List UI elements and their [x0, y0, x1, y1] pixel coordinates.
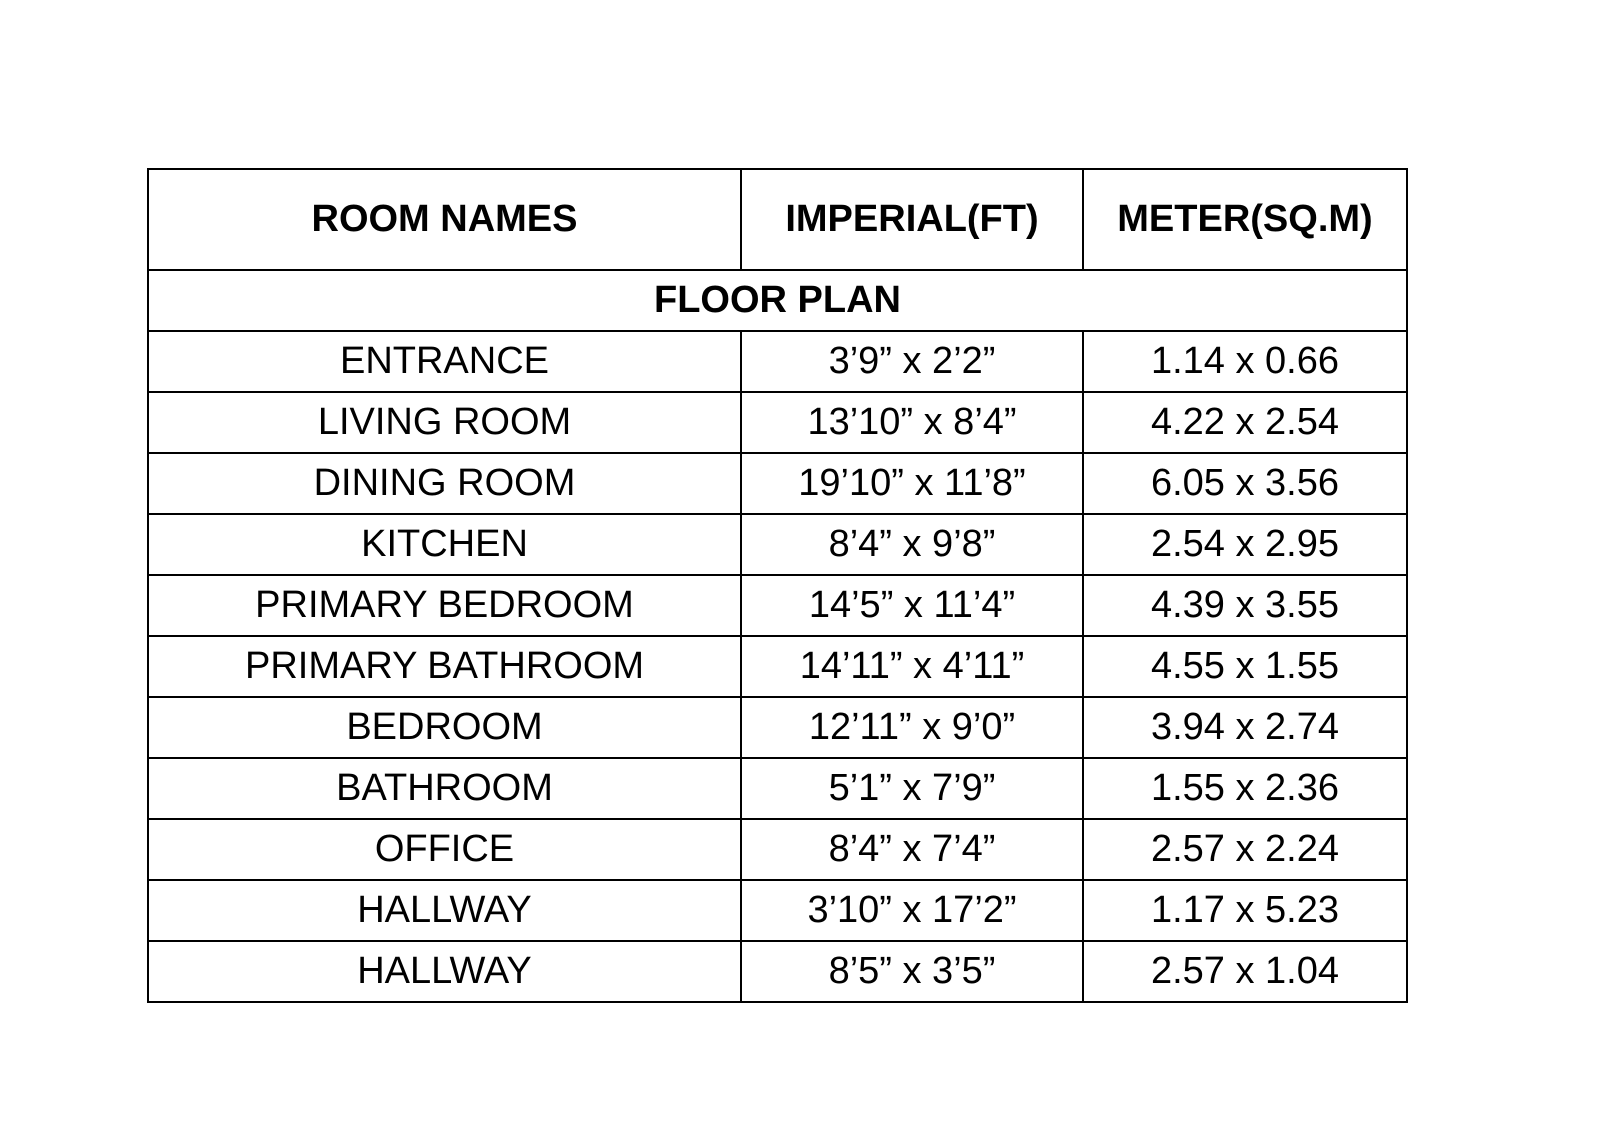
room-name-cell: OFFICE [148, 819, 741, 880]
meter-cell: 4.22 x 2.54 [1083, 392, 1407, 453]
meter-cell: 2.57 x 2.24 [1083, 819, 1407, 880]
imperial-cell: 3’9” x 2’2” [741, 331, 1083, 392]
room-name-cell: LIVING ROOM [148, 392, 741, 453]
imperial-cell: 8’5” x 3’5” [741, 941, 1083, 1002]
section-title: FLOOR PLAN [148, 270, 1407, 331]
header-imperial: IMPERIAL(FT) [741, 169, 1083, 270]
meter-cell: 4.55 x 1.55 [1083, 636, 1407, 697]
room-name-cell: PRIMARY BATHROOM [148, 636, 741, 697]
meter-cell: 1.14 x 0.66 [1083, 331, 1407, 392]
meter-cell: 3.94 x 2.74 [1083, 697, 1407, 758]
imperial-cell: 14’11” x 4’11” [741, 636, 1083, 697]
meter-cell: 2.57 x 1.04 [1083, 941, 1407, 1002]
room-name-cell: DINING ROOM [148, 453, 741, 514]
imperial-cell: 13’10” x 8’4” [741, 392, 1083, 453]
room-dimensions-table [147, 168, 1408, 1003]
table-row [148, 636, 1407, 697]
table-row [148, 575, 1407, 636]
room-name-cell: BATHROOM [148, 758, 741, 819]
meter-cell: 2.54 x 2.95 [1083, 514, 1407, 575]
room-name-cell: HALLWAY [148, 880, 741, 941]
imperial-cell: 14’5” x 11’4” [741, 575, 1083, 636]
table-row [148, 758, 1407, 819]
table-row [148, 514, 1407, 575]
meter-cell: 1.17 x 5.23 [1083, 880, 1407, 941]
imperial-cell: 12’11” x 9’0” [741, 697, 1083, 758]
room-name-cell: BEDROOM [148, 697, 741, 758]
header-row [148, 169, 1407, 270]
section-row [148, 270, 1407, 331]
table-row [148, 453, 1407, 514]
table-header [148, 169, 1407, 270]
meter-cell: 1.55 x 2.36 [1083, 758, 1407, 819]
table-body [148, 270, 1407, 1002]
meter-cell: 4.39 x 3.55 [1083, 575, 1407, 636]
imperial-cell: 3’10” x 17’2” [741, 880, 1083, 941]
imperial-cell: 19’10” x 11’8” [741, 453, 1083, 514]
meter-cell: 6.05 x 3.56 [1083, 453, 1407, 514]
imperial-cell: 5’1” x 7’9” [741, 758, 1083, 819]
room-name-cell: HALLWAY [148, 941, 741, 1002]
table-row [148, 880, 1407, 941]
header-meter: METER(SQ.M) [1083, 169, 1407, 270]
header-room-names: ROOM NAMES [148, 169, 741, 270]
room-name-cell: ENTRANCE [148, 331, 741, 392]
table-row [148, 819, 1407, 880]
table-row [148, 331, 1407, 392]
table-row [148, 392, 1407, 453]
table-row [148, 941, 1407, 1002]
room-name-cell: KITCHEN [148, 514, 741, 575]
imperial-cell: 8’4” x 9’8” [741, 514, 1083, 575]
imperial-cell: 8’4” x 7’4” [741, 819, 1083, 880]
room-name-cell: PRIMARY BEDROOM [148, 575, 741, 636]
table-row [148, 697, 1407, 758]
